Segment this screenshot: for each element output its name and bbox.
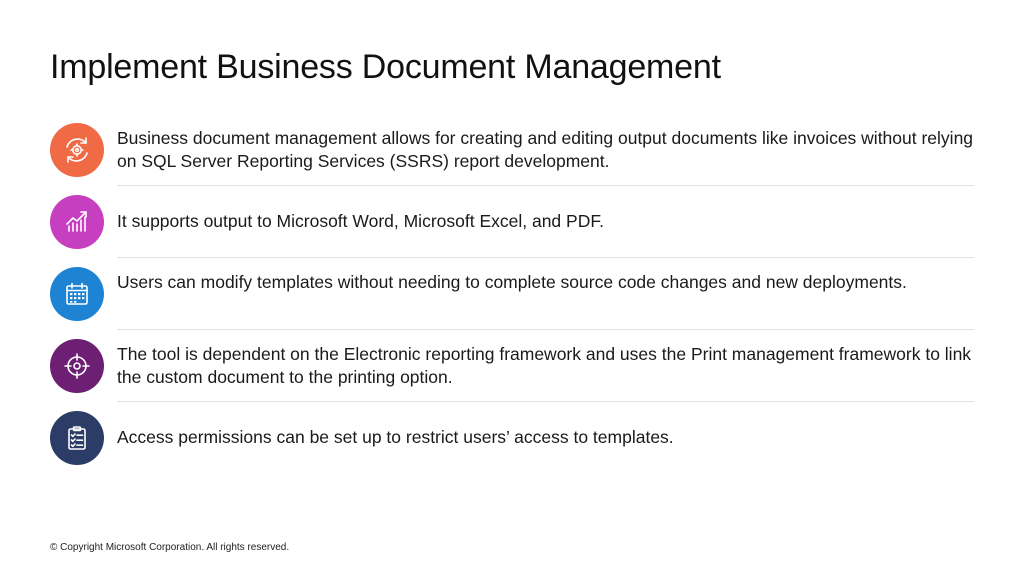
settings-cycle-icon: [50, 123, 104, 177]
chart-growth-icon: [50, 195, 104, 249]
list-item: [50, 262, 974, 334]
list-item-text: Access permissions can be set up to restrict users’ access to templates.: [117, 427, 674, 447]
divider: [117, 401, 974, 402]
target-icon: [50, 339, 104, 393]
divider: [117, 329, 974, 330]
divider: [117, 257, 974, 258]
list-item: [50, 334, 974, 406]
list-item-text: It supports output to Microsoft Word, Microsoft Excel, and PDF.: [117, 211, 604, 231]
slide-title: Implement Business Document Management: [50, 48, 721, 86]
copyright-footer: © Copyright Microsoft Corporation. All rights reserved.: [50, 542, 290, 553]
clipboard-checklist-icon: [50, 411, 104, 465]
list-item: [50, 406, 974, 478]
bullet-list: [50, 118, 974, 478]
list-item-text: Business document management allows for creating and editing output documents like invoices without relying on SQL Server Reporting Services (SSRS) report development.: [117, 128, 974, 171]
calendar-icon: [50, 267, 104, 321]
list-item-text: Users can modify templates without needing to complete source code changes and new deployments.: [117, 272, 907, 292]
divider: [117, 185, 974, 186]
list-item: [50, 190, 974, 262]
list-item-text: The tool is dependent on the Electronic reporting framework and uses the Print management framework to link the custom document to the printing option.: [117, 344, 972, 387]
list-item: [50, 118, 974, 190]
